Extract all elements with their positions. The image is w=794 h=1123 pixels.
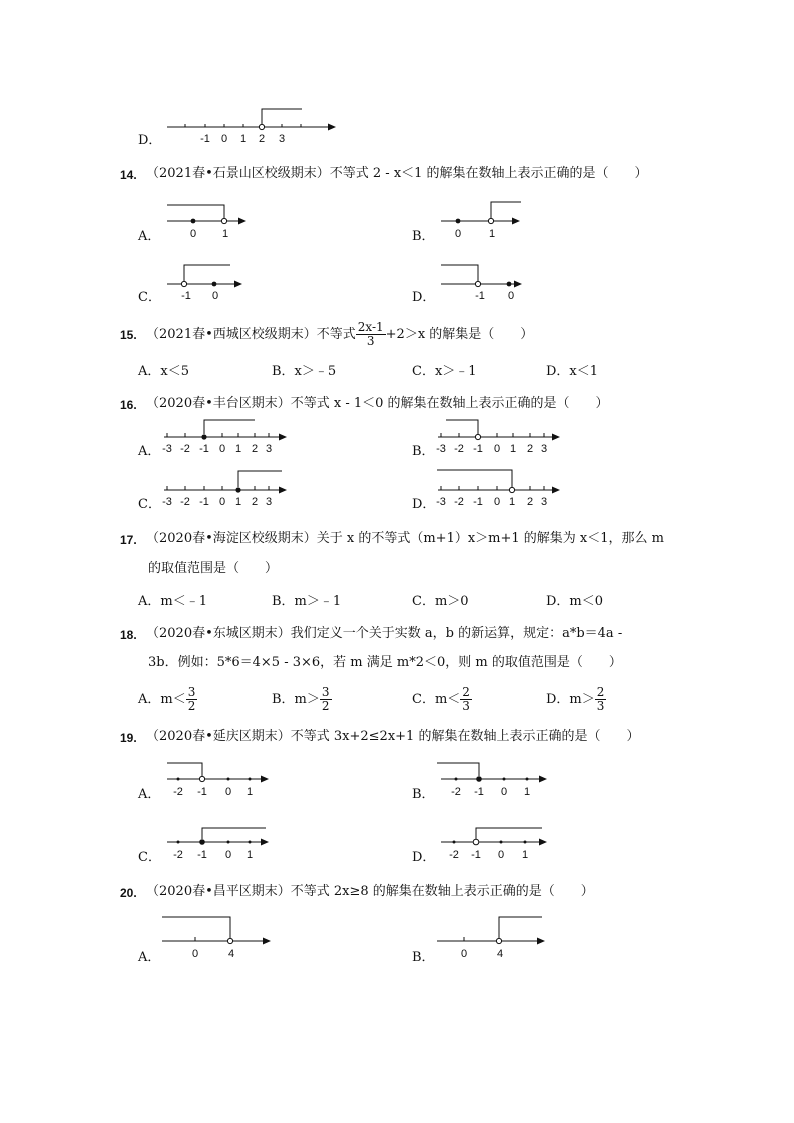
q17-option-b[interactable]: B．m＞﹣1 bbox=[272, 594, 342, 609]
tick-label: -2 bbox=[180, 443, 190, 455]
q18-stem-line1: （2020春•东城区期末）我们定义一个关于实数 a，b 的新运算，规定：a*b＝4a - bbox=[146, 626, 623, 641]
fraction-denominator: 3 bbox=[366, 334, 375, 348]
q16-option-b-label[interactable]: B． bbox=[412, 444, 435, 459]
q19-number: 19. bbox=[120, 731, 137, 745]
q19-option-d-label[interactable]: D． bbox=[412, 850, 436, 865]
tick-label: -2 bbox=[173, 786, 183, 798]
q17-stem-line1: （2020春•海淀区校级期末）关于 x 的不等式（m+1）x＞m+1 的解集为 x＜1，那么 m bbox=[146, 531, 664, 546]
q15-option-b[interactable]: B．x＞﹣5 bbox=[272, 364, 337, 379]
tick-label: 1 bbox=[509, 443, 517, 455]
q15-stem-suffix: +2＞x 的解集是（ ） bbox=[385, 327, 534, 342]
tick-label: 1 bbox=[234, 443, 242, 455]
option-text: D．m＞ bbox=[546, 692, 595, 707]
q16-option-d-label[interactable]: D． bbox=[412, 497, 436, 512]
option-text: A．m＜ bbox=[138, 692, 186, 707]
fraction-numerator: 3 bbox=[187, 685, 196, 699]
tick-label: -1 bbox=[181, 290, 191, 302]
tick-label: -3 bbox=[162, 443, 172, 455]
tick-label: -2 bbox=[180, 496, 190, 508]
tick-label: -1 bbox=[197, 849, 207, 861]
tick-label: 1 bbox=[521, 849, 529, 861]
q16-option-a-label[interactable]: A． bbox=[138, 444, 161, 459]
tick-label: 4 bbox=[227, 948, 235, 960]
tick-label: 2 bbox=[251, 443, 259, 455]
tick-label: 0 bbox=[191, 948, 199, 960]
tick-label: 2 bbox=[526, 443, 534, 455]
tick-label: 0 bbox=[454, 228, 462, 240]
open-circle-icon bbox=[227, 938, 232, 943]
tick-label: 1 bbox=[508, 496, 516, 508]
q15-option-d[interactable]: D．x＜1 bbox=[546, 364, 599, 379]
tick-label: 3 bbox=[540, 443, 548, 455]
tick-label: 3 bbox=[265, 443, 273, 455]
tick-label: 0 bbox=[500, 786, 508, 798]
q14-option-d-label[interactable]: D． bbox=[412, 290, 436, 305]
q19-option-a-label[interactable]: A． bbox=[138, 787, 161, 802]
q15-option-a[interactable]: A．x＜5 bbox=[138, 364, 189, 379]
q15-stem-prefix: （2021春•西城区校级期末）不等式 bbox=[146, 327, 356, 342]
q17-option-c[interactable]: C．m＞0 bbox=[412, 594, 469, 609]
tick-label: 0 bbox=[211, 290, 219, 302]
tick-label: -1 bbox=[197, 786, 207, 798]
q15-option-c[interactable]: C．x＞﹣1 bbox=[412, 364, 477, 379]
q15-number: 15. bbox=[120, 328, 137, 342]
tick-label: 1 bbox=[221, 228, 229, 240]
q17-option-d[interactable]: D．m＜0 bbox=[546, 594, 604, 609]
tick-label: 1 bbox=[246, 849, 254, 861]
tick-label: -1 bbox=[199, 443, 209, 455]
tick-label: -1 bbox=[473, 496, 483, 508]
tick-label: -2 bbox=[454, 443, 464, 455]
tick-label: -2 bbox=[173, 849, 183, 861]
tick-label: 0 bbox=[218, 496, 226, 508]
q14-option-b-label[interactable]: B． bbox=[412, 229, 435, 244]
tick-label: 4 bbox=[496, 948, 504, 960]
q14-option-c-label[interactable]: C． bbox=[138, 290, 161, 305]
tick-label: 0 bbox=[220, 133, 228, 145]
tick-label: -1 bbox=[199, 496, 209, 508]
tick-label: 1 bbox=[488, 228, 496, 240]
open-circle-icon bbox=[496, 938, 501, 943]
tick-label: -3 bbox=[436, 496, 446, 508]
tick-label: -1 bbox=[473, 443, 483, 455]
tick-label: 0 bbox=[218, 443, 226, 455]
q19-option-c-label[interactable]: C． bbox=[138, 850, 161, 865]
fraction-denominator: 3 bbox=[596, 699, 605, 713]
tick-label: 3 bbox=[278, 133, 286, 145]
q20-option-b-label[interactable]: B． bbox=[412, 950, 435, 965]
fraction-denominator: 3 bbox=[462, 699, 470, 713]
q14-stem: （2021春•石景山区校级期末）不等式 2 - x＜1 的解集在数轴上表示正确的是（ ） bbox=[146, 166, 648, 181]
tick-label: 0 bbox=[189, 228, 197, 240]
option-text: C．m＜ bbox=[412, 692, 461, 707]
q19-stem: （2020春•延庆区期末）不等式 3x+2≤2x+1 的解集在数轴上表示正确的是（ ） bbox=[146, 729, 640, 744]
q20-option-a-number-line bbox=[162, 917, 271, 960]
q14-option-a-label[interactable]: A． bbox=[138, 229, 161, 244]
tick-label: 0 bbox=[224, 786, 232, 798]
q20-option-b-number-line bbox=[437, 917, 545, 960]
q14-number: 14. bbox=[120, 168, 137, 182]
fraction-denominator: 2 bbox=[321, 699, 330, 713]
q18-stem-line2: 3b．例如：5*6＝4×5 - 3×6，若 m 满足 m*2＜0，则 m 的取值范围是（ ） bbox=[148, 655, 622, 670]
tick-label: 2 bbox=[258, 133, 266, 145]
fraction-numerator: 2 bbox=[596, 685, 605, 699]
tick-label: -3 bbox=[436, 443, 446, 455]
q13-option-d-label[interactable]: D． bbox=[138, 133, 162, 148]
tick-label: 2 bbox=[251, 496, 259, 508]
fraction-numerator: 2 bbox=[462, 685, 470, 699]
q17-option-a[interactable]: A．m＜﹣1 bbox=[138, 594, 207, 609]
tick-label: 1 bbox=[246, 786, 254, 798]
q16-stem: （2020春•丰台区期末）不等式 x - 1＜0 的解集在数轴上表示正确的是（ ） bbox=[146, 396, 609, 411]
q17-number: 17. bbox=[120, 533, 137, 547]
tick-label: -1 bbox=[200, 133, 210, 145]
tick-label: -2 bbox=[451, 786, 461, 798]
q18-number: 18. bbox=[120, 628, 137, 642]
q19-option-b-label[interactable]: B． bbox=[412, 787, 435, 802]
tick-label: 2 bbox=[526, 496, 534, 508]
q20-number: 20. bbox=[120, 886, 137, 900]
tick-label: -1 bbox=[474, 786, 484, 798]
tick-label: 0 bbox=[507, 290, 515, 302]
q16-option-c-label[interactable]: C． bbox=[138, 497, 161, 512]
q17-stem-line2: 的取值范围是（ ） bbox=[148, 561, 279, 576]
option-text: B．m＞ bbox=[272, 692, 320, 707]
tick-label: 0 bbox=[497, 849, 505, 861]
q20-stem: （2020春•昌平区期末）不等式 2x≥8 的解集在数轴上表示正确的是（ ） bbox=[146, 884, 594, 899]
tick-label: 1 bbox=[239, 133, 247, 145]
tick-label: -2 bbox=[449, 849, 459, 861]
tick-label: -1 bbox=[471, 849, 481, 861]
fraction-numerator: 2x-1 bbox=[357, 320, 384, 334]
q16-number: 16. bbox=[120, 398, 137, 412]
tick-label: -2 bbox=[454, 496, 464, 508]
tick-label: 3 bbox=[265, 496, 273, 508]
tick-label: -3 bbox=[162, 496, 172, 508]
tick-label: 0 bbox=[493, 443, 501, 455]
tick-label: 1 bbox=[234, 496, 242, 508]
tick-label: 0 bbox=[460, 948, 468, 960]
tick-label: 1 bbox=[523, 786, 531, 798]
tick-label: 0 bbox=[224, 849, 232, 861]
fraction-numerator: 3 bbox=[321, 685, 330, 699]
fraction-denominator: 2 bbox=[187, 699, 196, 713]
tick-label: -1 bbox=[475, 290, 485, 302]
tick-label: 0 bbox=[493, 496, 501, 508]
tick-label: 3 bbox=[540, 496, 548, 508]
q20-option-a-label[interactable]: A． bbox=[138, 950, 161, 965]
